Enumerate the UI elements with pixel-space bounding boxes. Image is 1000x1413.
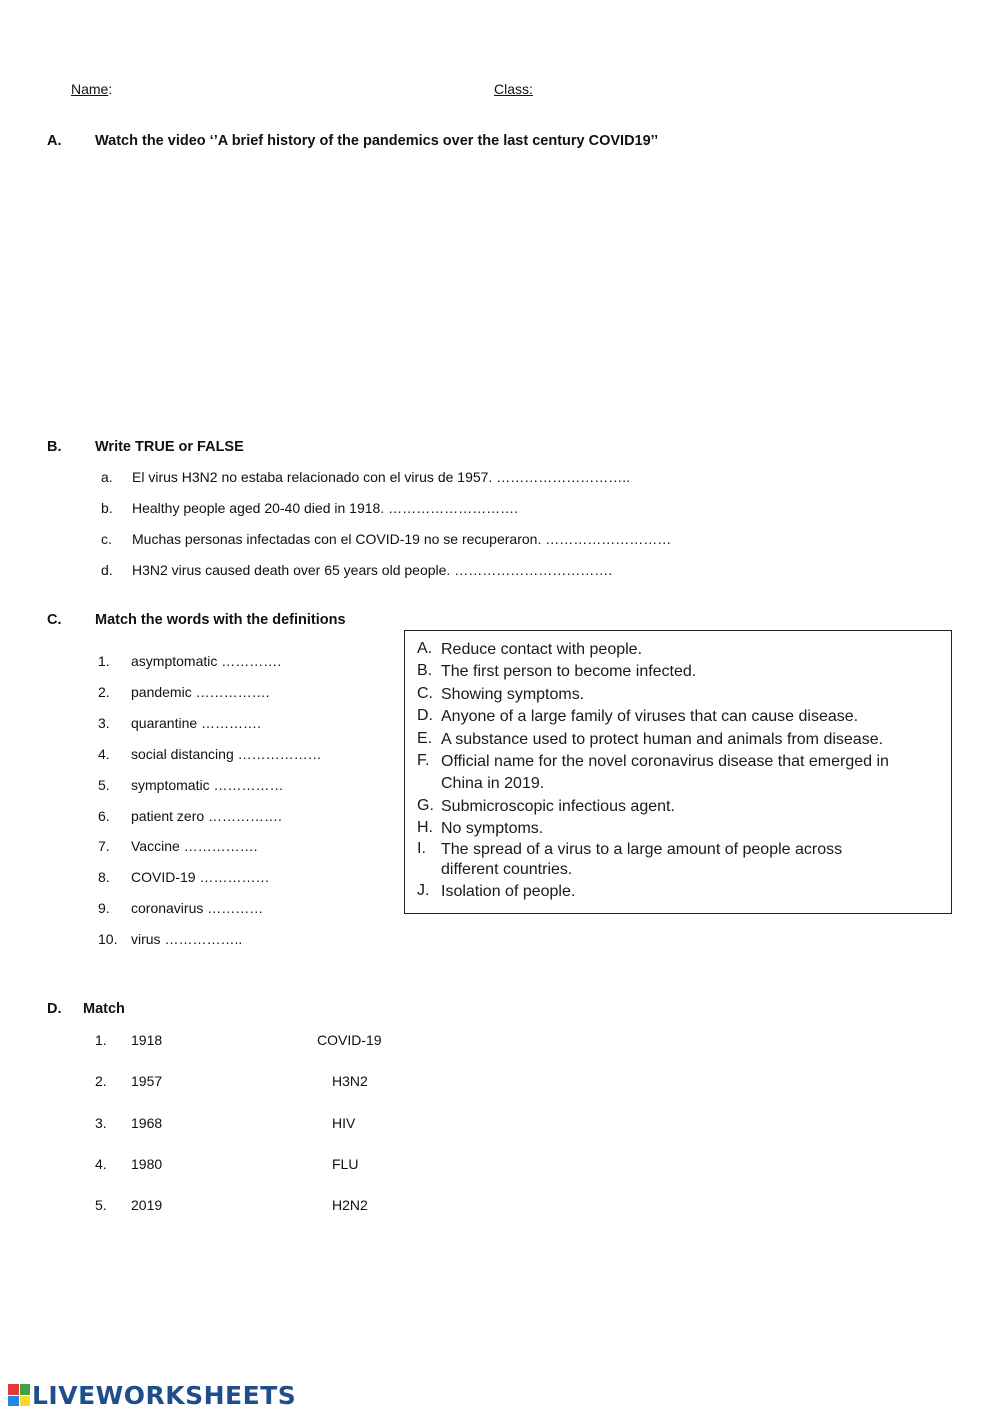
word-item: social distancing ……………… (131, 746, 322, 762)
liveworksheets-logo (8, 1380, 296, 1410)
true-false-statement: Healthy people aged 20-40 died in 1918. ………………………. (132, 500, 518, 516)
match-virus: HIV (332, 1115, 356, 1131)
word-number: 9. (98, 900, 110, 916)
word-item: quarantine …………. (131, 715, 261, 731)
match-year: 1957 (131, 1073, 163, 1089)
word-item: symptomatic …………… (131, 777, 284, 793)
match-number: 1. (95, 1032, 107, 1048)
section-b-title: Write TRUE or FALSE (95, 439, 244, 455)
section-a-letter: A. (47, 133, 62, 149)
section-a-title: Watch the video ‘’A brief history of the pandemics over the last century COVID19’’ (95, 133, 659, 149)
word-number: 1. (98, 653, 110, 669)
true-false-statement: Muchas personas infectadas con el COVID-19 no se recuperaron. ……………………… (132, 531, 672, 547)
match-virus: H3N2 (332, 1073, 368, 1089)
word-number: 2. (98, 684, 110, 700)
word-number: 3. (98, 715, 110, 731)
word-item: coronavirus ………… (131, 900, 264, 916)
word-number: 10. (98, 931, 118, 947)
section-c-title: Match the words with the definitions (95, 612, 346, 628)
true-false-statement: H3N2 virus caused death over 65 years old people. ……………………………. (132, 562, 613, 578)
logo-wordmark: LIVEWORKSHEETS (32, 1380, 297, 1410)
match-number: 4. (95, 1156, 107, 1172)
word-number: 6. (98, 808, 110, 824)
section-b-letter: B. (47, 439, 62, 455)
word-item: pandemic ……………. (131, 684, 270, 700)
match-year: 1968 (131, 1115, 163, 1131)
match-year: 2019 (131, 1197, 163, 1213)
word-item: virus …………….. (131, 931, 243, 947)
match-number: 3. (95, 1115, 107, 1131)
definitions-box: A. Reduce contact with people. B. The first person to become infected. C. Showing symptoms. D. Anyone of a large family of viruses that can cause disease. E. A substance used to protect human and animals from disease. F. Official name for the novel coronavirus disease that emerged in China in 2019. G. Submicroscopic infectious agent. H. No symptoms. I. The spread of a virus to a large amount of people across different countries. J. Isolation of people. (404, 630, 952, 914)
match-year: 1980 (131, 1156, 163, 1172)
class-field-label: Class: (494, 81, 533, 97)
item-marker: d. (101, 562, 113, 578)
word-item: asymptomatic …………. (131, 653, 282, 669)
section-d-letter: D. (47, 1001, 62, 1017)
word-item: patient zero ……………. (131, 808, 282, 824)
word-number: 8. (98, 869, 110, 885)
word-number: 4. (98, 746, 110, 762)
section-c-letter: C. (47, 612, 62, 628)
section-d-title: Match (83, 1001, 125, 1017)
word-item: Vaccine ……………. (131, 838, 258, 854)
match-virus: FLU (332, 1156, 359, 1172)
match-virus: COVID-19 (317, 1032, 382, 1048)
word-number: 5. (98, 777, 110, 793)
match-year: 1918 (131, 1032, 163, 1048)
match-virus: H2N2 (332, 1197, 368, 1213)
word-number: 7. (98, 838, 110, 854)
match-number: 5. (95, 1197, 107, 1213)
word-item: COVID-19 …………… (131, 869, 270, 885)
item-marker: c. (101, 531, 112, 547)
match-number: 2. (95, 1073, 107, 1089)
name-field-label: Name: (71, 81, 113, 97)
logo-blocks-icon (8, 1384, 30, 1406)
item-marker: a. (101, 469, 113, 485)
true-false-statement: El virus H3N2 no estaba relacionado con el virus de 1957. ……………………….. (132, 469, 630, 485)
item-marker: b. (101, 500, 113, 516)
